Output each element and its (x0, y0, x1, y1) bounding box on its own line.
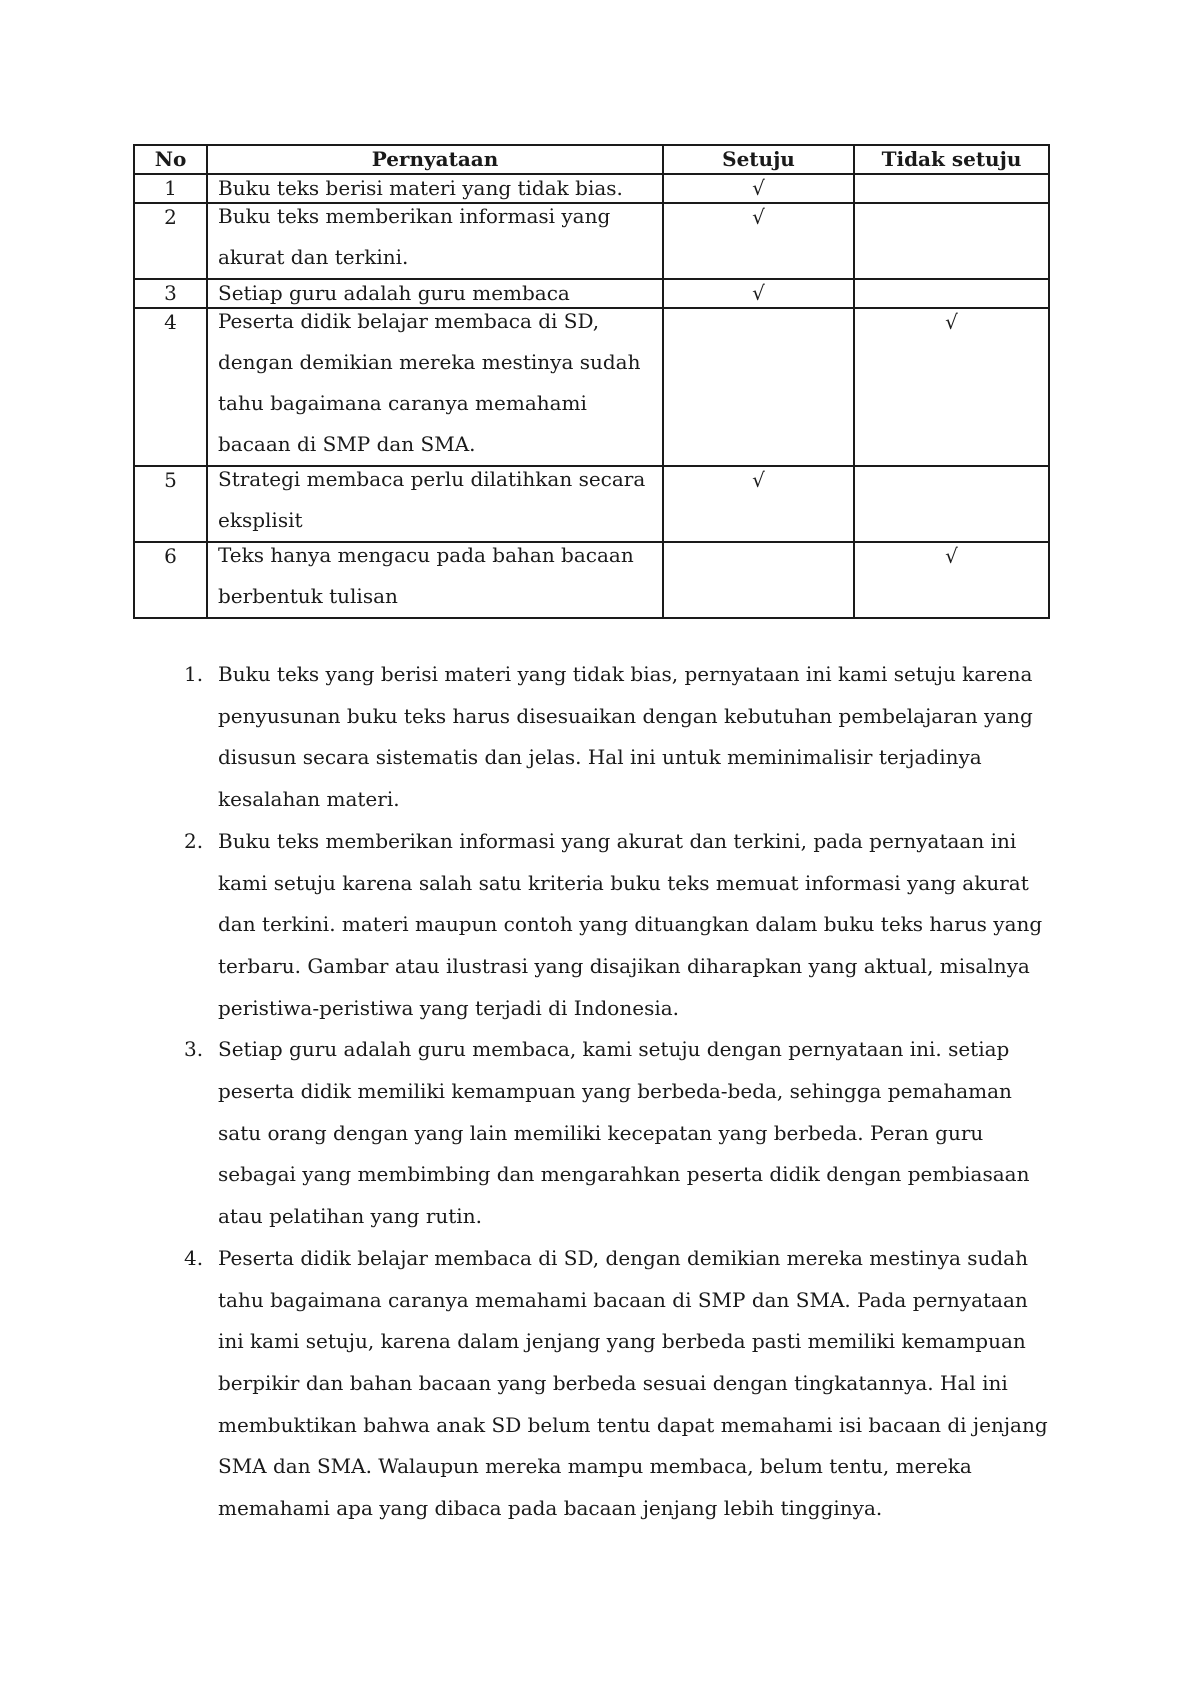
agree-check: √ (663, 279, 854, 308)
list-number: 3. (184, 1037, 204, 1062)
list-item (168, 821, 1058, 1030)
row-statement: Strategi membaca perlu dilatihkan secara eksplisit (207, 466, 663, 542)
row-statement: Buku teks memberikan informasi yang akurat dan terkini. (207, 203, 663, 279)
disagree-check (854, 466, 1049, 542)
row-number: 3 (134, 279, 207, 308)
header-statement: Pernyataan (207, 145, 663, 174)
agree-check: √ (663, 466, 854, 542)
disagree-check (854, 203, 1049, 279)
row-number: 4 (134, 308, 207, 466)
list-text: Buku teks yang berisi materi yang tidak bias, pernyataan ini kami setuju karena penyusunan buku teks harus disesuaikan dengan kebutuhan pembelajaran yang disusun secara sistematis dan jelas. Hal ini untuk meminimalisir terjadinya kesalahan materi. (218, 662, 1033, 812)
row-statement: Buku teks berisi materi yang tidak bias. (207, 174, 663, 203)
disagree-check (854, 279, 1049, 308)
list-number: 4. (184, 1245, 204, 1270)
list-text: Peserta didik belajar membaca di SD, dengan demikian mereka mestinya sudah tahu bagaimana caranya memahami bacaan di SMP dan SMA. Pada pernyataan ini kami setuju, karena dalam jenjang yang berbeda pasti memiliki kemampuan berpikir dan bahan bacaan yang berbeda sesuai dengan tingkatannya. Hal ini membuktikan bahwa anak SD belum tentu dapat memahami isi bacaan di jenjang SMA dan SMA. Walaupun mereka mampu membaca, belum tentu, mereka memahami apa yang dibaca pada bacaan jenjang lebih tingginya. (218, 1245, 1048, 1521)
agree-check (663, 308, 854, 466)
list-text: Setiap guru adalah guru membaca, kami setuju dengan pernyataan ini. setiap peserta didik memiliki kemampuan yang berbeda-beda, sehingga pemahaman satu orang dengan yang lain memiliki kecepatan yang berbeda. Peran guru sebagai yang membimbing dan mengarahkan peserta didik dengan pembiasaan atau pelatihan yang rutin. (218, 1037, 1030, 1229)
row-number: 6 (134, 542, 207, 618)
list-item (168, 1029, 1058, 1238)
table-header-row (134, 145, 1049, 174)
table-row (134, 308, 1049, 466)
disagree-check: √ (854, 542, 1049, 618)
list-number: 1. (184, 662, 204, 686)
table-row (134, 466, 1049, 542)
row-statement: Teks hanya mengacu pada bahan bacaan berbentuk tulisan (207, 542, 663, 618)
header-agree: Setuju (663, 145, 854, 174)
list-number: 2. (184, 828, 204, 853)
row-number: 2 (134, 203, 207, 279)
list-item (168, 654, 1058, 821)
disagree-check (854, 174, 1049, 203)
statement-table (133, 144, 1050, 619)
table-row (134, 203, 1049, 279)
agree-check: √ (663, 203, 854, 279)
list-text: Buku teks memberikan informasi yang akurat dan terkini, pada pernyataan ini kami setuju karena salah satu kriteria buku teks memuat informasi yang akurat dan terkini. materi maupun contoh yang dituangkan dalam buku teks harus yang terbaru. Gambar atau ilustrasi yang disajikan diharapkan yang aktual, misalnya peristiwa-peristiwa yang terjadi di Indonesia. (218, 828, 1043, 1020)
table-row (134, 542, 1049, 618)
row-number: 5 (134, 466, 207, 542)
disagree-check: √ (854, 308, 1049, 466)
agree-check (663, 542, 854, 618)
discussion-list (168, 654, 1058, 1530)
header-no: No (134, 145, 207, 174)
agree-check: √ (663, 174, 854, 203)
header-disagree: Tidak setuju (854, 145, 1049, 174)
row-statement: Peserta didik belajar membaca di SD, dengan demikian mereka mestinya sudah tahu bagaimana caranya memahami bacaan di SMP dan SMA. (207, 308, 663, 466)
row-number: 1 (134, 174, 207, 203)
row-statement: Setiap guru adalah guru membaca (207, 279, 663, 308)
list-item (168, 1238, 1058, 1530)
